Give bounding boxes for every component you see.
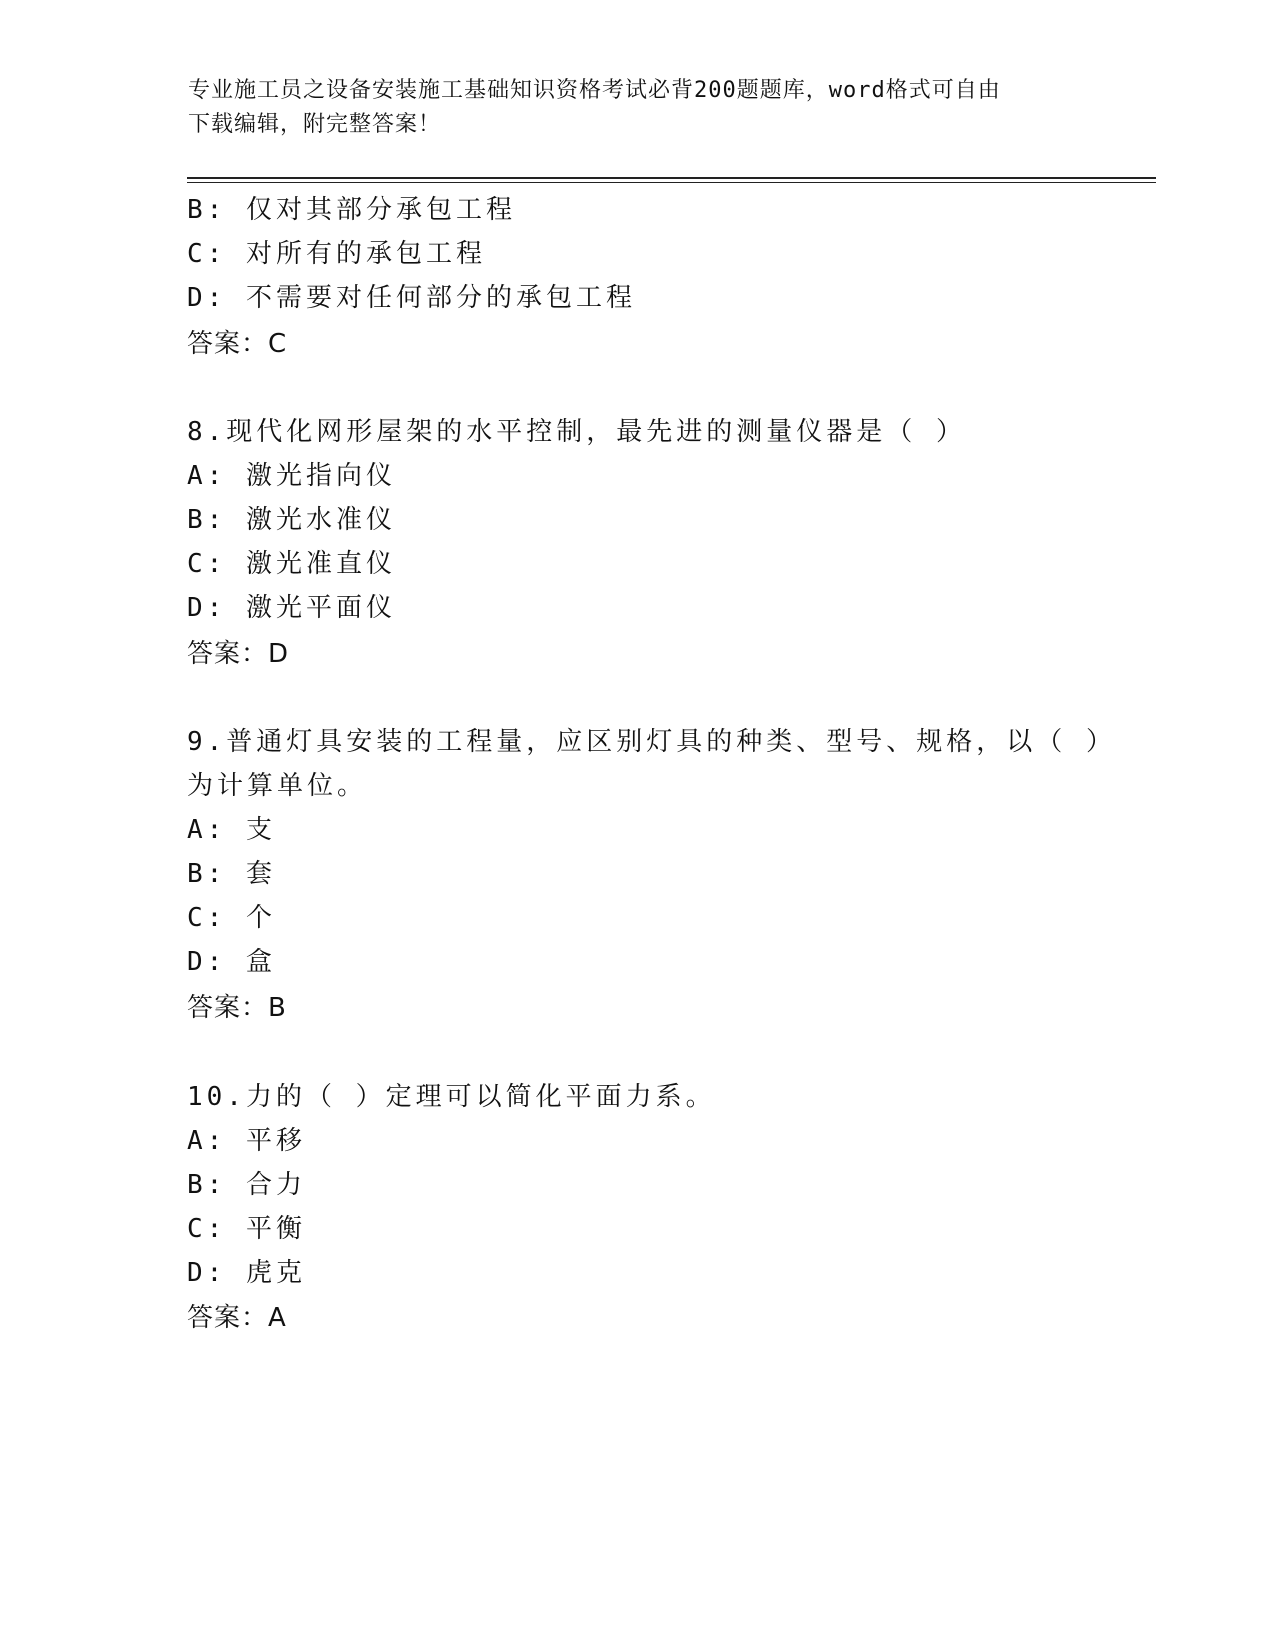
q7-option-c: C: 对所有的承包工程 [187,239,486,269]
q8-option-b: B: 激光水准仪 [187,505,396,535]
q8-option-a: A: 激光指向仪 [187,461,396,491]
q7-answer: 答案：C [187,329,288,359]
header-line-1: 专业施工员之设备安装施工基础知识资格考试必背200题题库，word格式可自由 [188,78,1001,103]
q7-option-d: D: 不需要对任何部分的承包工程 [187,283,636,313]
q7-option-b: B: 仅对其部分承包工程 [187,195,516,225]
q8-question: 8.现代化网形屋架的水平控制，最先进的测量仪器是（ ） [187,417,966,447]
q10-question: 10.力的（ ）定理可以简化平面力系。 [187,1082,716,1112]
q8-option-c: C: 激光准直仪 [187,549,396,579]
q9-question-line-2: 为计算单位。 [187,771,368,801]
q9-question-line-1: 9.普通灯具安装的工程量，应区别灯具的种类、型号、规格，以（ ） [187,727,1116,757]
q9-option-b: B: 套 [187,859,276,889]
document-header [188,74,1078,142]
q10-option-b: B: 合力 [187,1170,306,1200]
q10-option-d: D: 虎克 [187,1258,306,1288]
q10-option-a: A: 平移 [187,1126,306,1156]
q8-answer: 答案：D [187,639,290,669]
header-line-2: 下载编辑，附完整答案！ [188,112,442,137]
q10-answer: 答案：A [187,1303,287,1333]
q9-option-a: A: 支 [187,815,276,845]
header-divider-thin [187,182,1156,183]
q10-option-c: C: 平衡 [187,1214,306,1244]
q9-option-c: C: 个 [187,903,276,933]
q9-option-d: D: 盒 [187,947,276,977]
header-divider-thick [187,177,1156,179]
q8-option-d: D: 激光平面仪 [187,593,396,623]
q9-answer: 答案：B [187,993,287,1023]
